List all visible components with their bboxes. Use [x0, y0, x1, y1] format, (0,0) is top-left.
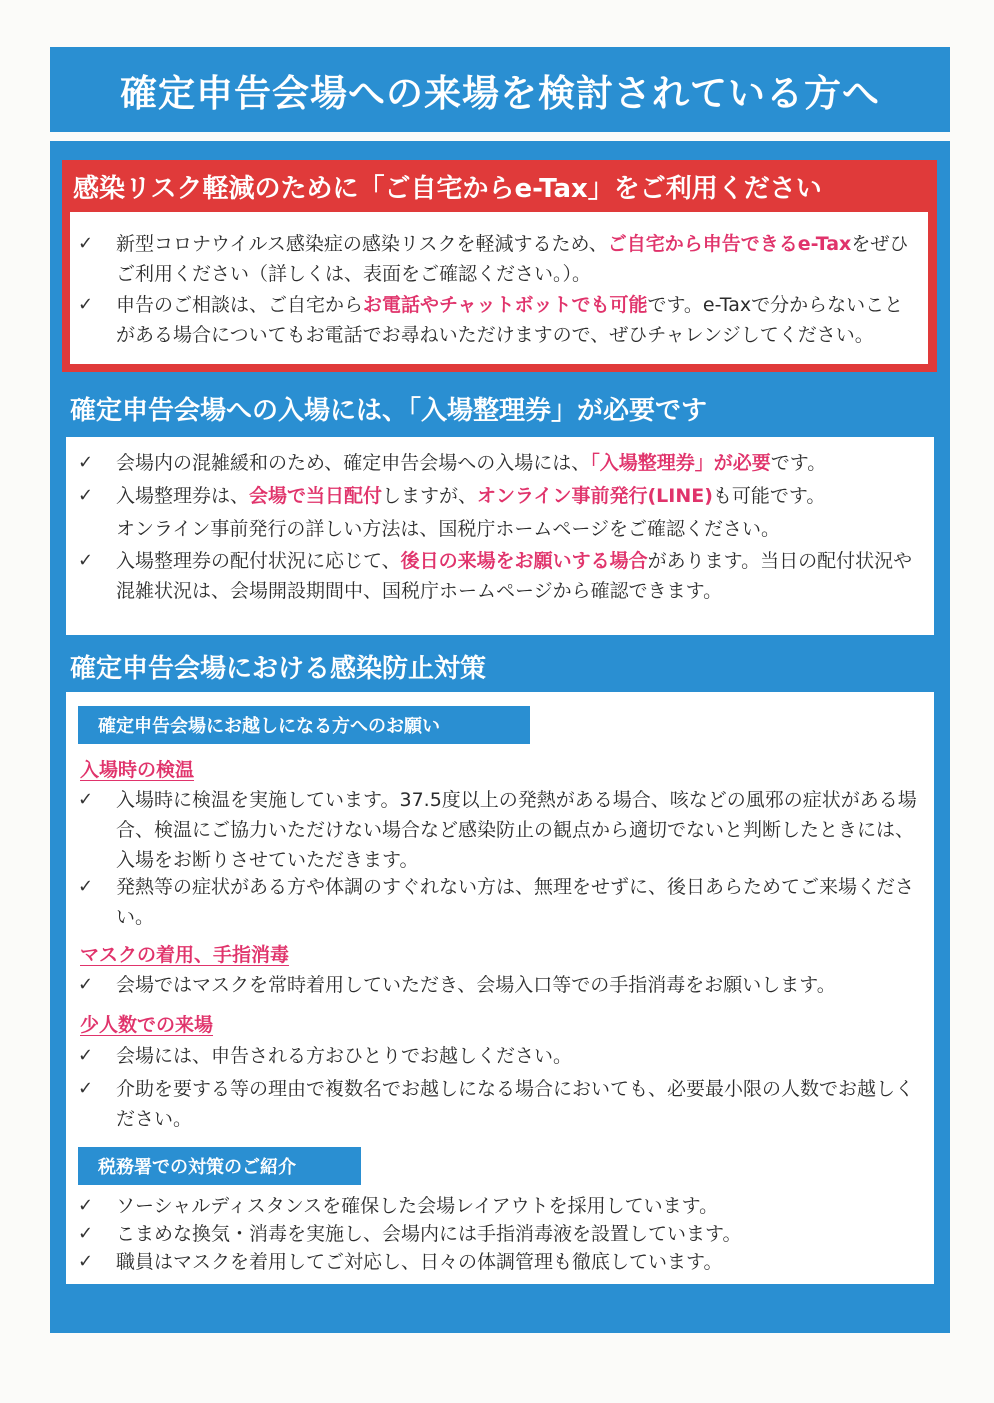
- temperature-heading: 入場時の検温: [80, 759, 195, 781]
- request-subtitle: 確定申告会場にお越しになる方へのお願い: [78, 706, 530, 744]
- check-icon: ✓: [78, 1195, 94, 1216]
- page-title: 確定申告会場への来場を検討されている方へ: [50, 47, 950, 132]
- list-item: ✓ 会場内の混雑緩和のため、確定申告会場への入場には、「入場整理券」が必要です。: [78, 448, 928, 478]
- list-item: ✓ 会場には、申告される方おひとりでお越しください。: [78, 1041, 928, 1071]
- ticket-note: オンライン事前発行の詳しい方法は、国税庁ホームページをご確認ください。: [116, 518, 781, 540]
- check-icon: ✓: [78, 485, 94, 506]
- ticket-heading: 確定申告会場への入場には、「入場整理券」が必要です: [70, 395, 708, 426]
- list-item: ✓ 入場整理券は、会場で当日配付しますが、オンライン事前発行(LINE)も可能です。: [78, 481, 928, 511]
- check-icon: ✓: [78, 789, 94, 810]
- prevention-heading: 確定申告会場における感染防止対策: [70, 653, 487, 684]
- check-icon: ✓: [78, 233, 94, 254]
- office-subtitle: 税務署での対策のご紹介: [78, 1147, 361, 1185]
- check-icon: ✓: [78, 974, 94, 995]
- check-icon: ✓: [78, 452, 94, 473]
- check-icon: ✓: [78, 294, 94, 315]
- list-item: ✓ こまめな換気・消毒を実施し、会場内には手指消毒液を設置しています。: [78, 1219, 928, 1249]
- list-item: ✓ ソーシャルディスタンスを確保した会場レイアウトを採用しています。: [78, 1191, 928, 1221]
- few-people-heading: 少人数での来場: [80, 1014, 214, 1036]
- check-icon: ✓: [78, 550, 94, 571]
- list-item: ✓ 職員はマスクを着用してご対応し、日々の体調管理も徹底しています。: [78, 1247, 928, 1277]
- list-item: ✓ 入場整理券の配付状況に応じて、後日の来場をお願いする場合があります。当日の配付状況や混雑状況は、会場開設期間中、国税庁ホームページから確認できます。: [78, 546, 928, 606]
- list-item: ✓ 介助を要する等の理由で複数名でお越しになる場合においても、必要最小限の人数でお越しください。: [78, 1074, 928, 1134]
- check-icon: ✓: [78, 1251, 94, 1272]
- check-icon: ✓: [78, 1078, 94, 1099]
- check-icon: ✓: [78, 1045, 94, 1066]
- mask-heading: マスクの着用、手指消毒: [80, 944, 290, 966]
- check-icon: ✓: [78, 1223, 94, 1244]
- etax-heading: 感染リスク軽減のために「ご自宅からe-Tax」をご利用ください: [73, 173, 822, 204]
- list-item: ✓ 入場時に検温を実施しています。37.5度以上の発熱がある場合、咳などの風邪の症状がある場合、検温にご協力いただけない場合など感染防止の観点から適切でないと判断したときには、入場をお断りさせていただきます。: [78, 785, 928, 875]
- list-item: ✓ 発熱等の症状がある方や体調のすぐれない方は、無理をせずに、後日あらためてご来場ください。: [78, 872, 928, 932]
- check-icon: ✓: [78, 876, 94, 897]
- list-item: ✓ 新型コロナウイルス感染症の感染リスクを軽減するため、ご自宅から申告できるe-Taxをぜひご利用ください（詳しくは、表面をご確認ください。）。: [78, 229, 920, 289]
- list-item: ✓ 申告のご相談は、ご自宅からお電話やチャットボットでも可能です。e-Taxで分からないことがある場合についてもお電話でお尋ねいただけますので、ぜひチャレンジしてください。: [78, 290, 920, 350]
- list-item: ✓ 会場ではマスクを常時着用していただき、会場入口等での手指消毒をお願いします。: [78, 970, 928, 1000]
